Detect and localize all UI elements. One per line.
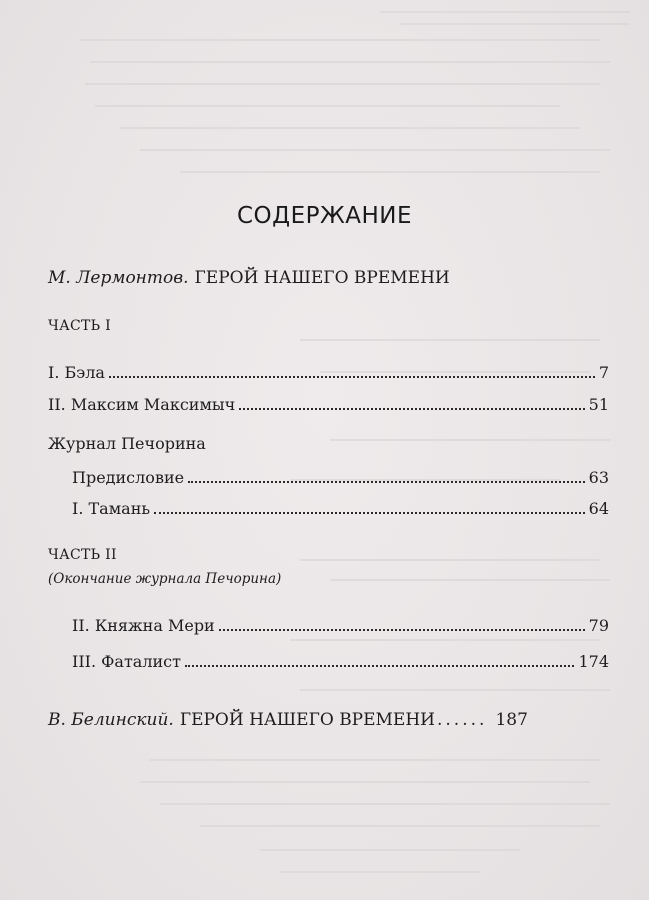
journal-section-label: Журнал Печорина [48,434,206,453]
part-two-note: (Окончание журнала Печорина) [48,571,282,587]
dot-leader [188,481,585,483]
toc-entry-page: 79 [588,616,609,635]
toc-entry-preface[interactable] [72,468,609,488]
page-title: СОДЕРЖАНИЕ [236,203,413,229]
dot-leader [154,512,585,514]
toc-entry-belinsky-essay[interactable] [48,710,609,730]
toc-entry-fatalist[interactable] [72,652,609,672]
book-author: М. Лермонтов. [48,268,189,288]
toc-entry-bela[interactable] [48,363,609,383]
toc-entry-page: 7 [598,363,609,382]
toc-entry-page: 51 [588,395,609,414]
book-title: ГЕРОЙ НАШЕГО ВРЕМЕНИ [194,268,450,288]
toc-entry-title: I. Бэла [48,363,105,382]
toc-entry-page: 187 [495,710,528,730]
dot-leader [109,376,595,378]
toc-entry-maksim-maksimych[interactable] [48,395,609,415]
toc-entry-title: III. Фаталист [72,652,181,671]
dot-leader [219,629,585,631]
toc-entry-page: 63 [588,468,609,487]
dot-leader: ...... [437,710,488,730]
toc-entry-title: II. Максим Максимыч [48,395,236,414]
essay-author: В. Белинский. [48,710,174,730]
book-entry [48,268,609,288]
toc-entry-title: II. Княжна Мери [72,616,215,635]
part-one-label: ЧАСТЬ I [48,318,111,334]
toc-entry-knyazhna-meri[interactable] [72,616,609,636]
part-two-label: ЧАСТЬ II [48,547,117,563]
essay-title: ГЕРОЙ НАШЕГО ВРЕМЕНИ [179,710,435,730]
toc-entry-page: 174 [578,652,609,671]
toc-entry-title: Предисловие [72,468,185,487]
dot-leader [185,665,574,667]
toc-entry-taman[interactable] [72,499,609,519]
toc-entry-page: 64 [588,499,609,518]
toc-entry-title: I. Тамань [72,499,151,518]
dot-leader [239,408,584,410]
